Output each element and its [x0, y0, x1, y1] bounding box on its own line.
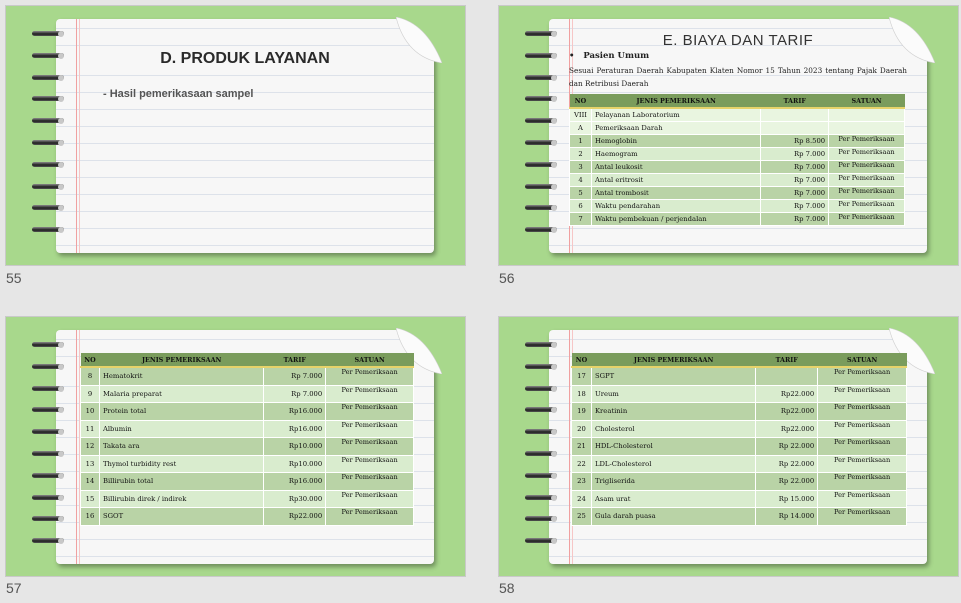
table-row — [572, 508, 907, 526]
cell-tarif: Rp22.000 — [264, 508, 326, 526]
spiral-hole — [551, 75, 557, 81]
cell-no: 7 — [570, 213, 592, 226]
spiral-ring — [525, 341, 559, 349]
cell-satuan — [829, 108, 905, 122]
slide-number-label: 56 — [499, 270, 515, 286]
spiral-ring — [525, 515, 559, 523]
cell-satuan: Per Pemeriksaan — [829, 174, 905, 187]
slide-number-label: 58 — [499, 580, 515, 596]
spiral-hole — [58, 386, 64, 392]
spiral-hole — [551, 227, 557, 233]
table-row — [572, 367, 907, 385]
cell-tarif: Rp 22.000 — [756, 473, 818, 491]
spiral-hole — [58, 538, 64, 544]
tarif-table — [571, 353, 907, 526]
spiral-hole — [551, 364, 557, 370]
notepad-page — [56, 19, 434, 253]
spiral-ring — [32, 183, 66, 191]
spiral-ring — [525, 52, 559, 60]
spiral-hole — [551, 516, 557, 522]
cell-jenis: Protein total — [99, 403, 263, 421]
cell-tarif: Rp 15.000 — [756, 490, 818, 508]
cell-jenis: SGOT — [99, 508, 263, 526]
cell-satuan: Per Pemeriksaan — [829, 200, 905, 213]
cell-satuan — [829, 122, 905, 135]
table-row — [81, 403, 414, 421]
spiral-ring — [32, 139, 66, 147]
spiral-ring — [32, 515, 66, 523]
cell-no: 8 — [81, 367, 100, 385]
table-header-row — [572, 353, 907, 367]
table-row — [81, 420, 414, 438]
table-row — [572, 490, 907, 508]
cell-no: VIII — [570, 108, 592, 122]
cell-jenis: Pemeriksaan Darah — [591, 122, 760, 135]
cell-tarif: Rp 7.000 — [264, 367, 326, 385]
table-row — [570, 174, 905, 187]
table-row — [570, 122, 905, 135]
spiral-hole — [551, 31, 557, 37]
spiral-hole — [58, 31, 64, 37]
spiral-ring — [525, 226, 559, 234]
cell-tarif: Rp22.000 — [756, 420, 818, 438]
spiral-hole — [58, 451, 64, 457]
table-row — [572, 438, 907, 456]
cell-satuan: Per Pemeriksaan — [829, 213, 905, 226]
cell-jenis: Thymol turbidity rest — [99, 455, 263, 473]
spiral-hole — [58, 205, 64, 211]
cell-satuan: Per Pemeriksaan — [818, 490, 907, 508]
spiral-hole — [551, 538, 557, 544]
cell-no: 19 — [572, 403, 592, 421]
table-row — [81, 385, 414, 403]
cell-no: 21 — [572, 438, 592, 456]
cell-tarif: Rp16.000 — [264, 403, 326, 421]
spiral-ring — [32, 341, 66, 349]
spiral-ring — [32, 363, 66, 371]
spiral-ring — [32, 204, 66, 212]
spiral-ring — [525, 74, 559, 82]
spiral-hole — [58, 96, 64, 102]
spiral-hole — [58, 140, 64, 146]
spiral-ring — [525, 385, 559, 393]
tarif-table — [80, 353, 414, 526]
cell-tarif: Rp30.000 — [264, 490, 326, 508]
header-satuan: SATUAN — [818, 353, 907, 367]
cell-no: 4 — [570, 174, 592, 187]
spiral-hole — [551, 495, 557, 501]
header-satuan: SATUAN — [326, 353, 414, 367]
cell-jenis: Trigliserida — [591, 473, 755, 491]
spiral-hole — [58, 227, 64, 233]
header-satuan: SATUAN — [829, 94, 905, 108]
header-no: NO — [81, 353, 100, 367]
spiral-hole — [58, 162, 64, 168]
spiral-ring — [32, 226, 66, 234]
cell-jenis: Asam urat — [591, 490, 755, 508]
cell-jenis: Antal trombosit — [591, 187, 760, 200]
spiral-hole — [58, 342, 64, 348]
cell-no: 20 — [572, 420, 592, 438]
cell-jenis: Pelayanan Laboratorium — [591, 108, 760, 122]
cell-jenis: Albumin — [99, 420, 263, 438]
header-jenis: JENIS PEMERIKSAAN — [591, 353, 755, 367]
spiral-hole — [58, 473, 64, 479]
spiral-ring — [32, 161, 66, 169]
spiral-ring — [32, 537, 66, 545]
spiral-hole — [58, 495, 64, 501]
spiral-hole — [551, 118, 557, 124]
spiral-hole — [551, 451, 557, 457]
slide-thumbnail-58[interactable] — [498, 316, 959, 577]
header-no: NO — [572, 353, 592, 367]
spiral-hole — [551, 96, 557, 102]
regulation-paragraph: Sesuai Peraturan Daerah Kabupaten Klaten Nomor 15 Tahun 2023 tentang Pajak Daerah dan Retribusi Daerah — [569, 66, 907, 88]
cell-no: 10 — [81, 403, 100, 421]
cell-no: 22 — [572, 455, 592, 473]
table-header-row — [570, 94, 905, 108]
cell-tarif: Rp 7.000 — [761, 213, 829, 226]
cell-jenis: LDL-Cholesterol — [591, 455, 755, 473]
table-row — [81, 455, 414, 473]
cell-no: 12 — [81, 438, 100, 456]
spiral-ring — [525, 204, 559, 212]
table-row — [81, 508, 414, 526]
cell-tarif — [756, 367, 818, 385]
cell-satuan: Per Pemeriksaan — [818, 403, 907, 421]
cell-satuan: Per Pemeriksaan — [818, 508, 907, 526]
cell-no: 9 — [81, 385, 100, 403]
cell-satuan: Per Pemeriksaan — [829, 148, 905, 161]
cell-satuan: Per Pemeriksaan — [818, 367, 907, 385]
cell-no: 23 — [572, 473, 592, 491]
spiral-ring — [32, 52, 66, 60]
table-row — [81, 438, 414, 456]
spiral-ring — [525, 406, 559, 414]
header-tarif: TARIF — [756, 353, 818, 367]
header-tarif: TARIF — [761, 94, 829, 108]
table-row — [81, 367, 414, 385]
spiral-ring — [525, 363, 559, 371]
spiral-ring — [32, 494, 66, 502]
cell-tarif: Rp 14.000 — [756, 508, 818, 526]
spiral-ring — [32, 95, 66, 103]
slide-bullet: - Hasil pemerikasaan sampel — [103, 88, 254, 100]
cell-no: 13 — [81, 455, 100, 473]
cell-jenis: HDL-Cholesterol — [591, 438, 755, 456]
bullet-icon: • — [569, 51, 575, 61]
spiral-ring — [32, 450, 66, 458]
table-row — [81, 473, 414, 491]
table-header-row — [81, 353, 414, 367]
cell-satuan: Per Pemeriksaan — [326, 385, 414, 403]
cell-tarif: Rp 7.000 — [761, 174, 829, 187]
spiral-ring — [32, 385, 66, 393]
cell-jenis: Waktu pembekuan / perjendalan — [591, 213, 760, 226]
cell-satuan: Per Pemeriksaan — [326, 438, 414, 456]
table-row — [572, 403, 907, 421]
spiral-hole — [551, 140, 557, 146]
cell-tarif: Rp16.000 — [264, 420, 326, 438]
cell-satuan: Per Pemeriksaan — [326, 508, 414, 526]
cell-tarif — [761, 122, 829, 135]
slide-thumbnail-55[interactable] — [5, 5, 466, 266]
header-tarif: TARIF — [264, 353, 326, 367]
cell-jenis: Gula darah puasa — [591, 508, 755, 526]
spiral-hole — [551, 429, 557, 435]
slide-subtitle — [569, 51, 649, 61]
cell-tarif: Rp 7.000 — [264, 385, 326, 403]
cell-satuan: Per Pemeriksaan — [829, 161, 905, 174]
table-row — [572, 473, 907, 491]
cell-tarif: Rp 7.000 — [761, 161, 829, 174]
cell-jenis: Hematokrit — [99, 367, 263, 385]
spiral-hole — [551, 162, 557, 168]
cell-no: 6 — [570, 200, 592, 213]
cell-jenis: Malaria preparat — [99, 385, 263, 403]
cell-tarif: Rp 22.000 — [756, 438, 818, 456]
cell-jenis: Kreatinin — [591, 403, 755, 421]
table-row — [570, 148, 905, 161]
spiral-ring — [32, 74, 66, 82]
spiral-ring — [32, 30, 66, 38]
cell-no: 15 — [81, 490, 100, 508]
cell-jenis: Ureum — [591, 385, 755, 403]
cell-satuan: Per Pemeriksaan — [818, 473, 907, 491]
cell-no: 24 — [572, 490, 592, 508]
spiral-hole — [58, 516, 64, 522]
cell-no: 16 — [81, 508, 100, 526]
spiral-hole — [551, 184, 557, 190]
cell-jenis: SGPT — [591, 367, 755, 385]
spiral-ring — [525, 472, 559, 480]
notepad-page — [56, 330, 434, 564]
cell-no: 17 — [572, 367, 592, 385]
spiral-ring — [525, 537, 559, 545]
slide-number-label: 57 — [6, 580, 22, 596]
cell-satuan: Per Pemeriksaan — [818, 455, 907, 473]
table-row — [81, 490, 414, 508]
slide-number-label: 55 — [6, 270, 22, 286]
spiral-hole — [58, 118, 64, 124]
cell-no: 25 — [572, 508, 592, 526]
spiral-hole — [58, 75, 64, 81]
cell-satuan: Per Pemeriksaan — [326, 420, 414, 438]
spiral-hole — [551, 473, 557, 479]
table-row — [570, 108, 905, 122]
subtitle-text: Pasien Umum — [583, 51, 650, 61]
tarif-table — [569, 94, 905, 226]
cell-jenis: Waktu pendarahan — [591, 200, 760, 213]
slide-thumbnail-57[interactable] — [5, 316, 466, 577]
cell-no: 5 — [570, 187, 592, 200]
cell-jenis: Antal eritrosit — [591, 174, 760, 187]
cell-satuan: Per Pemeriksaan — [818, 438, 907, 456]
spiral-ring — [32, 406, 66, 414]
notepad-page — [549, 19, 927, 253]
slide-thumbnail-56[interactable] — [498, 5, 959, 266]
table-row — [572, 420, 907, 438]
cell-no: 1 — [570, 135, 592, 148]
cell-tarif: Rp 22.000 — [756, 455, 818, 473]
cell-satuan: Per Pemeriksaan — [818, 420, 907, 438]
cell-no: A — [570, 122, 592, 135]
cell-satuan: Per Pemeriksaan — [326, 473, 414, 491]
cell-tarif: Rp10.000 — [264, 455, 326, 473]
spiral-ring — [32, 117, 66, 125]
cell-satuan: Per Pemeriksaan — [326, 455, 414, 473]
margin-line — [569, 330, 570, 564]
cell-satuan: Per Pemeriksaan — [829, 187, 905, 200]
spiral-hole — [551, 205, 557, 211]
spiral-ring — [525, 494, 559, 502]
table-row — [572, 385, 907, 403]
margin-line — [76, 330, 77, 564]
header-jenis: JENIS PEMERIKSAAN — [99, 353, 263, 367]
spiral-ring — [32, 472, 66, 480]
cell-satuan: Per Pemeriksaan — [326, 367, 414, 385]
notepad-page — [549, 330, 927, 564]
cell-jenis: Cholesterol — [591, 420, 755, 438]
spiral-ring — [525, 183, 559, 191]
cell-tarif: Rp22.000 — [756, 385, 818, 403]
cell-jenis: Hemoglobin — [591, 135, 760, 148]
cell-jenis: Takata ara — [99, 438, 263, 456]
spiral-ring — [525, 428, 559, 436]
spiral-hole — [551, 53, 557, 59]
cell-no: 2 — [570, 148, 592, 161]
spiral-hole — [58, 364, 64, 370]
cell-tarif: Rp10.000 — [264, 438, 326, 456]
spiral-ring — [525, 139, 559, 147]
spiral-ring — [525, 117, 559, 125]
spiral-hole — [58, 429, 64, 435]
spiral-hole — [551, 407, 557, 413]
cell-tarif — [761, 108, 829, 122]
spiral-ring — [525, 95, 559, 103]
header-no: NO — [570, 94, 592, 108]
header-jenis: JENIS PEMERIKSAAN — [591, 94, 760, 108]
cell-satuan: Per Pemeriksaan — [326, 403, 414, 421]
slide-title: E. BIAYA DAN TARIF — [662, 32, 814, 49]
table-row — [570, 187, 905, 200]
spiral-hole — [58, 53, 64, 59]
spiral-hole — [58, 407, 64, 413]
cell-jenis: Haemogram — [591, 148, 760, 161]
spiral-ring — [32, 428, 66, 436]
table-row — [570, 200, 905, 213]
cell-jenis: Billirubin direk / indirek — [99, 490, 263, 508]
cell-no: 18 — [572, 385, 592, 403]
spiral-ring — [525, 161, 559, 169]
cell-no: 3 — [570, 161, 592, 174]
spiral-hole — [58, 184, 64, 190]
cell-tarif: Rp 8.500 — [761, 135, 829, 148]
table-row — [570, 213, 905, 226]
cell-tarif: Rp 7.000 — [761, 200, 829, 213]
cell-jenis: Billirubin total — [99, 473, 263, 491]
slide-title: D. PRODUK LAYANAN — [160, 50, 330, 67]
cell-no: 11 — [81, 420, 100, 438]
cell-no: 14 — [81, 473, 100, 491]
cell-tarif: Rp16.000 — [264, 473, 326, 491]
cell-satuan: Per Pemeriksaan — [829, 135, 905, 148]
spiral-hole — [551, 342, 557, 348]
table-row — [572, 455, 907, 473]
cell-satuan: Per Pemeriksaan — [818, 385, 907, 403]
cell-tarif: Rp22.000 — [756, 403, 818, 421]
table-row — [570, 161, 905, 174]
table-row — [570, 135, 905, 148]
spiral-ring — [525, 450, 559, 458]
spiral-hole — [551, 386, 557, 392]
spiral-ring — [525, 30, 559, 38]
cell-tarif: Rp 7.000 — [761, 148, 829, 161]
cell-jenis: Antal leukosit — [591, 161, 760, 174]
cell-satuan: Per Pemeriksaan — [326, 490, 414, 508]
cell-tarif: Rp 7.000 — [761, 187, 829, 200]
